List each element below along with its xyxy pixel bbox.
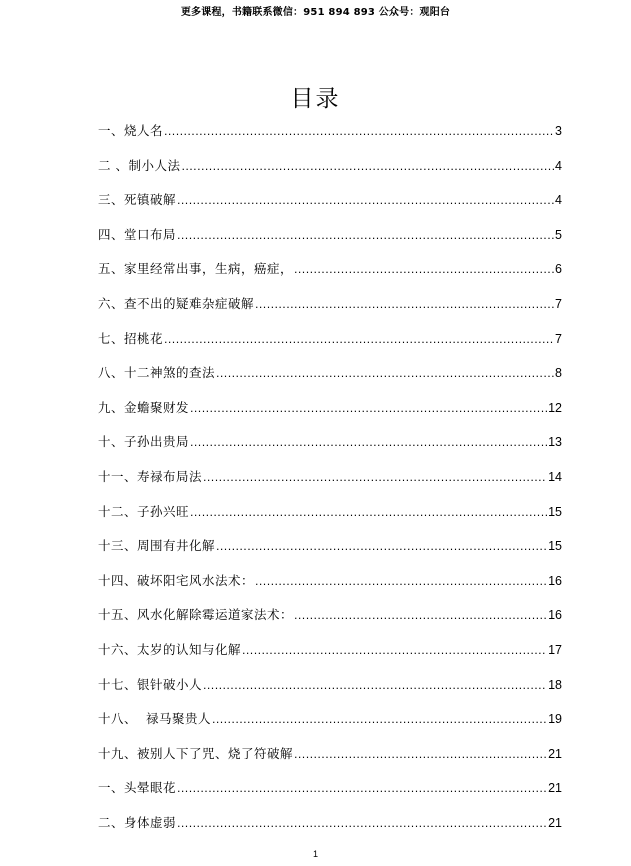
toc-entry-label: 十三、周围有井化解 [98,538,216,554]
toc-entry-page-number: 16 [548,608,562,623]
toc-entry-page-number: 19 [548,712,562,727]
toc-entry-page-number: 21 [548,815,562,830]
toc-entry-page-number: 6 [555,262,562,277]
toc-entry-label: 十八、 禄马聚贵人 [98,711,211,727]
toc-entry[interactable] [98,605,562,640]
toc-entry[interactable] [98,294,562,329]
toc-entry-page-number: 18 [548,677,562,692]
page-header-note: 更多课程，书籍联系微信：951 894 893 公众号：观阳台 [180,7,451,18]
toc-entry[interactable] [98,363,562,398]
toc-entry-label: 十六、太岁的认知与化解 [98,641,242,657]
toc-entry-label: 十、子孙出贵局 [98,434,190,450]
toc-dot-leader [177,782,547,795]
toc-dot-leader [212,713,547,726]
toc-entry-page-number: 5 [555,227,562,242]
toc-dot-leader [190,506,547,519]
toc-entry-label: 十九、被别人下了咒、烧了符破解 [98,745,294,761]
toc-entry-page-number: 15 [548,504,562,519]
toc-entry[interactable] [98,536,562,571]
toc-entry[interactable] [98,329,562,364]
toc-dot-leader [177,817,547,830]
page-title: 目录 [290,86,341,112]
toc-entry-label: 一、烧人名 [98,123,164,138]
table-of-contents [98,121,562,847]
toc-entry-page-number: 15 [548,539,562,554]
toc-dot-leader [190,436,547,449]
toc-entry-page-number: 3 [555,124,562,138]
toc-entry-label: 一、头晕眼花 [98,780,177,796]
toc-entry-label: 十一、寿禄布局法 [98,468,203,484]
toc-dot-leader [177,194,554,207]
toc-entry[interactable] [98,709,562,744]
toc-entry-label: 八、十二神煞的查法 [98,365,216,381]
toc-entry-page-number: 13 [548,435,562,450]
toc-entry-page-number: 4 [555,158,562,173]
toc-dot-leader [255,575,547,588]
toc-entry-page-number: 8 [555,366,562,381]
toc-entry-label: 十二、子孙兴旺 [98,503,190,519]
toc-dot-leader [216,367,554,380]
toc-entry-page-number: 4 [555,193,562,208]
toc-entry-page-number: 16 [548,573,562,588]
page-number: 1 [312,849,318,859]
toc-entry-label: 十五、风水化解除霉运道家法术： [98,607,294,623]
toc-entry-label: 十七、银针破小人 [98,676,203,692]
toc-dot-leader [164,333,554,346]
toc-entry-page-number: 7 [555,331,562,346]
toc-entry[interactable] [98,467,562,502]
toc-dot-leader [203,471,547,484]
toc-entry[interactable] [98,675,562,710]
toc-entry-page-number: 14 [548,469,562,484]
toc-entry-label: 二 、制小人法 [98,157,181,173]
toc-entry-label: 七、招桃花 [98,330,164,346]
toc-entry[interactable] [98,190,562,225]
toc-dot-leader [255,298,554,311]
toc-dot-leader [242,644,547,657]
toc-dot-leader [190,402,547,415]
toc-entry-page-number: 12 [548,400,562,415]
toc-dot-leader [216,540,547,553]
toc-entry-label: 六、查不出的疑难杂症破解 [98,295,255,311]
toc-dot-leader [294,609,547,622]
toc-entry[interactable] [98,813,562,848]
toc-entry[interactable] [98,259,562,294]
toc-entry-page-number: 17 [548,642,562,657]
toc-entry[interactable] [98,156,562,191]
toc-entry-page-number: 21 [548,746,562,761]
toc-entry-label: 三、死镇破解 [98,192,177,208]
toc-entry[interactable] [98,432,562,467]
toc-entry-label: 五、家里经常出事，生病，癌症， [98,261,294,277]
toc-entry-label: 十四、破坏阳宅风水法术： [98,572,255,588]
toc-entry[interactable] [98,502,562,537]
toc-entry[interactable] [98,571,562,606]
toc-dot-leader [181,160,554,173]
toc-entry[interactable] [98,778,562,813]
toc-dot-leader [177,229,554,242]
toc-entry[interactable] [98,121,562,156]
toc-entry-page-number: 7 [555,296,562,311]
toc-dot-leader [164,125,554,138]
toc-entry-label: 二、身体虚弱 [98,814,177,830]
toc-dot-leader [294,748,547,761]
toc-entry-label: 四、堂口布局 [98,226,177,242]
toc-dot-leader [203,679,547,692]
toc-entry[interactable] [98,398,562,433]
toc-entry[interactable] [98,640,562,675]
toc-entry-label: 九、金蟾聚财发 [98,399,190,415]
toc-dot-leader [294,263,554,276]
toc-entry[interactable] [98,744,562,779]
toc-entry-page-number: 21 [548,781,562,796]
toc-entry[interactable] [98,225,562,260]
